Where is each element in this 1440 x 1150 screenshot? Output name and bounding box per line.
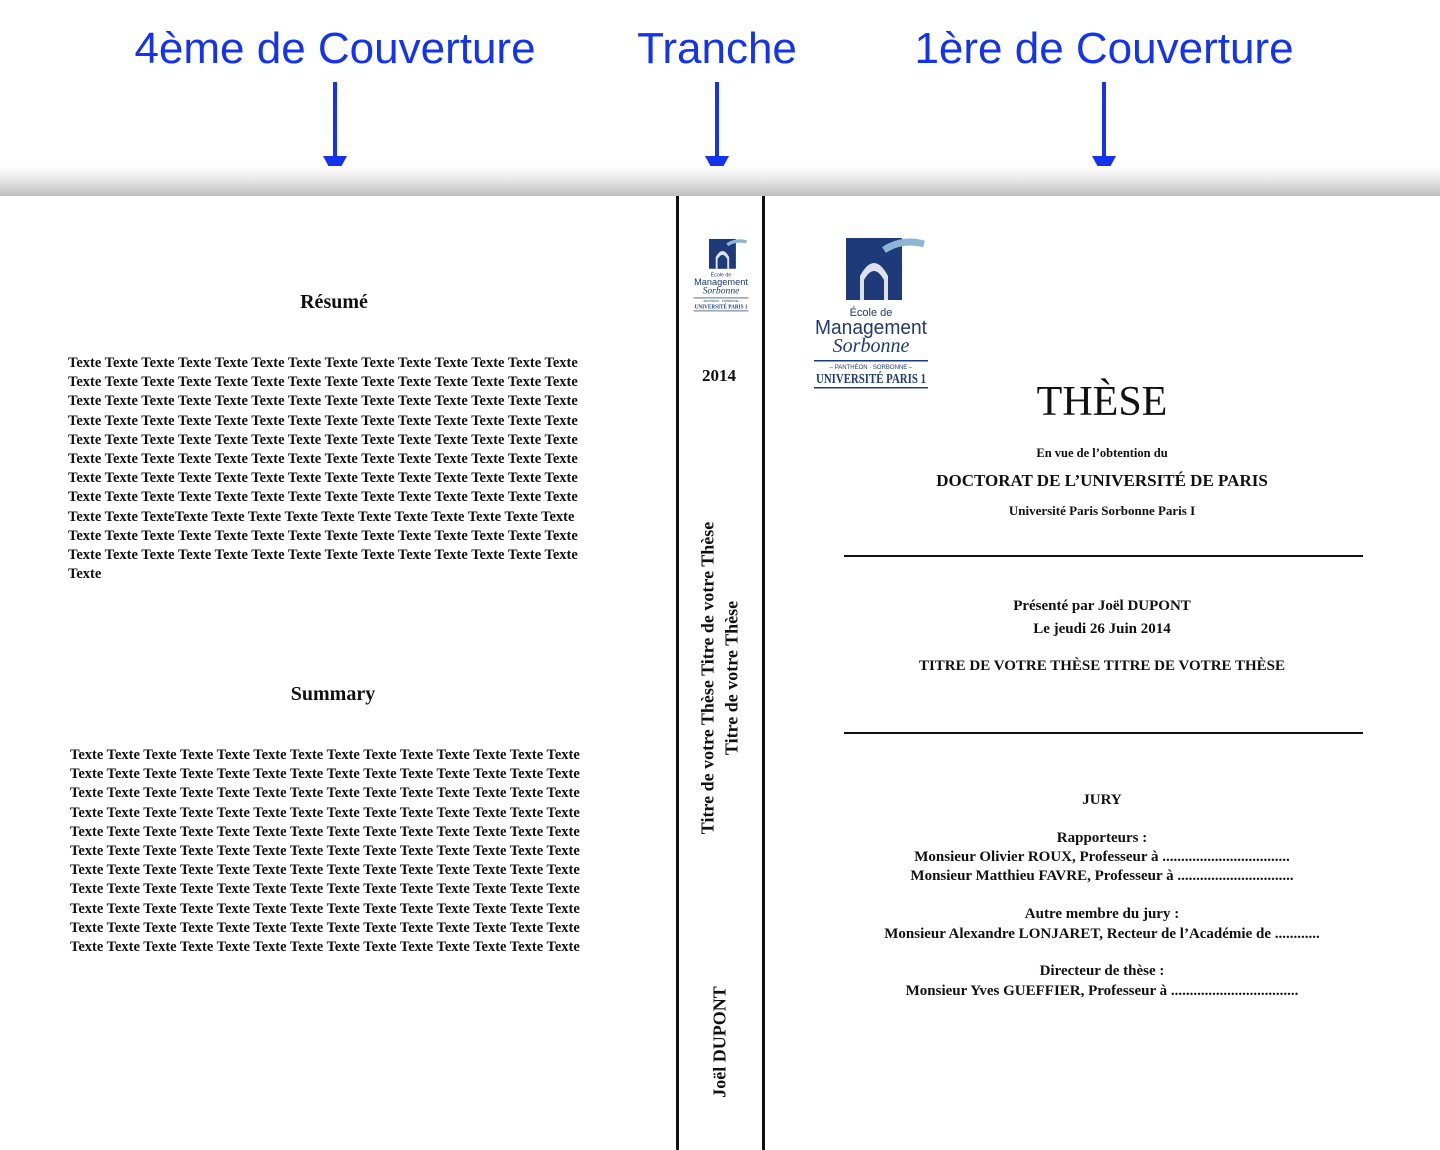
front-logo-line-3: Sorbonne <box>832 335 910 357</box>
front-logo-line-2: Management <box>815 317 928 339</box>
rapporteurs-label: Rapporteurs : <box>1056 830 1148 846</box>
front-date: Le jeudi 26 Juin 2014 <box>1033 621 1171 637</box>
back-cover-label: 4ème de Couverture <box>134 24 536 73</box>
summary-text: Texte Texte Texte Texte Texte Texte Texte Texte Texte Texte Texte Texte Texte Texte Texte Texte Texte Texte Texte Texte Texte Texte Texte Texte Texte Texte Texte Texte Texte Texte Texte Texte Texte Texte Texte Texte Texte Texte Texte Texte Texte Texte Texte Texte Texte Texte Texte Texte Texte Texte Texte Texte Texte Texte Texte Texte Texte Texte Texte Texte Texte Texte Texte Texte Texte Texte Texte Texte Texte Texte Texte Texte Texte Texte Texte Texte Texte Texte Texte Texte Texte Texte Texte Texte Texte Texte Texte Texte Texte Texte Texte Texte Texte Texte Texte Texte Texte Texte Texte Texte Texte Texte Texte Texte Texte Texte Texte Texte Texte Texte Texte Texte Texte Texte Texte Texte Texte Texte Texte Texte Texte Texte Texte Texte Texte Texte Texte Texte Texte Texte Texte Texte Texte Texte Texte Texte Texte Texte Texte Texte Texte Texte Texte Texte Texte Texte Texte Texte Texte Texte Texte Texte Texte Texte <box>70 747 580 956</box>
front-logo-line-4: – PANTHÉON · SORBONNE – <box>829 365 913 371</box>
front-rule-top <box>844 555 1363 557</box>
spine-logo-line-2: Management <box>694 277 749 289</box>
spine-logo-line-3: Sorbonne <box>702 285 740 297</box>
front-rule-bottom <box>844 732 1363 734</box>
spine-logo-line-4: – PANTHÉON · SORBONNE – <box>701 298 741 303</box>
spine-year: 2014 <box>702 366 736 385</box>
jury-heading: JURY <box>1082 792 1122 808</box>
rapporteur-2: Monsieur Matthieu FAVRE, Professeur à ............................... <box>910 868 1294 884</box>
summary-heading: Summary <box>290 683 376 705</box>
spine-logo-line-1: École de <box>710 272 732 279</box>
back-cover-arrow-icon <box>323 82 347 178</box>
spine-title-line-2: Titre de votre Thèse <box>721 600 742 756</box>
front-presented-by: Présenté par Joël DUPONT <box>1013 598 1191 614</box>
front-thesis-title: TITRE DE VOTRE THÈSE TITRE DE VOTRE THÈSE <box>918 658 1286 674</box>
cover-top-shadow <box>0 166 1440 196</box>
spine-logo-line-5: UNIVERSITÉ PARIS 1 <box>694 303 763 311</box>
spine-author: Joël DUPONT <box>709 986 730 1098</box>
front-title: THÈSE <box>1036 379 1168 425</box>
director-label: Directeur de thèse : <box>1039 963 1165 979</box>
front-cover-label: 1ère de Couverture <box>914 24 1294 73</box>
other-member: Monsieur Alexandre LONJARET, Recteur de l’Académie de ............ <box>884 926 1320 942</box>
front-cover-arrow-icon <box>1092 82 1116 178</box>
director: Monsieur Yves GUEFFIER, Professeur à .................................. <box>905 983 1299 999</box>
spine-label: Tranche <box>637 24 797 73</box>
spine-right-edge <box>762 196 765 1150</box>
spine-arrow-icon <box>705 82 729 178</box>
front-subtitle: En vue de l’obtention du <box>1036 446 1168 460</box>
front-university-logo <box>812 236 959 390</box>
spine-left-edge <box>676 196 679 1150</box>
other-member-label: Autre membre du jury : <box>1024 906 1180 922</box>
front-logo-line-1: École de <box>849 307 893 319</box>
front-university: Université Paris Sorbonne Paris I <box>1008 503 1196 518</box>
spine-university-logo <box>692 238 763 312</box>
resume-text: Texte Texte Texte Texte Texte Texte Texte Texte Texte Texte Texte Texte Texte Texte Texte Texte Texte Texte Texte Texte Texte Texte Texte Texte Texte Texte Texte Texte Texte Texte Texte Texte Texte Texte Texte Texte Texte Texte Texte Texte Texte Texte Texte Texte Texte Texte Texte Texte Texte Texte Texte Texte Texte Texte Texte Texte Texte Texte Texte Texte Texte Texte Texte Texte Texte Texte Texte Texte Texte Texte Texte Texte Texte Texte Texte Texte Texte Texte Texte Texte Texte Texte Texte Texte Texte Texte Texte Texte Texte Texte Texte Texte Texte Texte Texte Texte Texte Texte Texte Texte Texte Texte Texte Texte Texte Texte Texte Texte Texte Texte Texte Texte Texte Texte TexteTexte Texte Texte Texte Texte Texte Texte Texte Texte Texte Texte Texte Texte Texte Texte Texte Texte Texte Texte Texte Texte Texte Texte Texte Texte Texte Texte Texte Texte Texte Texte Texte Texte Texte Texte Texte Texte Texte Texte Texte <box>68 355 578 583</box>
front-logo-line-5: UNIVERSITÉ PARIS 1 <box>816 372 959 387</box>
resume-heading: Résumé <box>300 291 368 313</box>
front-degree: DOCTORAT DE L’UNIVERSITÉ DE PARIS <box>936 471 1268 490</box>
spine-title-line-1: Titre de votre Thèse Titre de votre Thèse <box>697 521 718 835</box>
rapporteur-1: Monsieur Olivier ROUX, Professeur à .................................. <box>914 849 1290 865</box>
